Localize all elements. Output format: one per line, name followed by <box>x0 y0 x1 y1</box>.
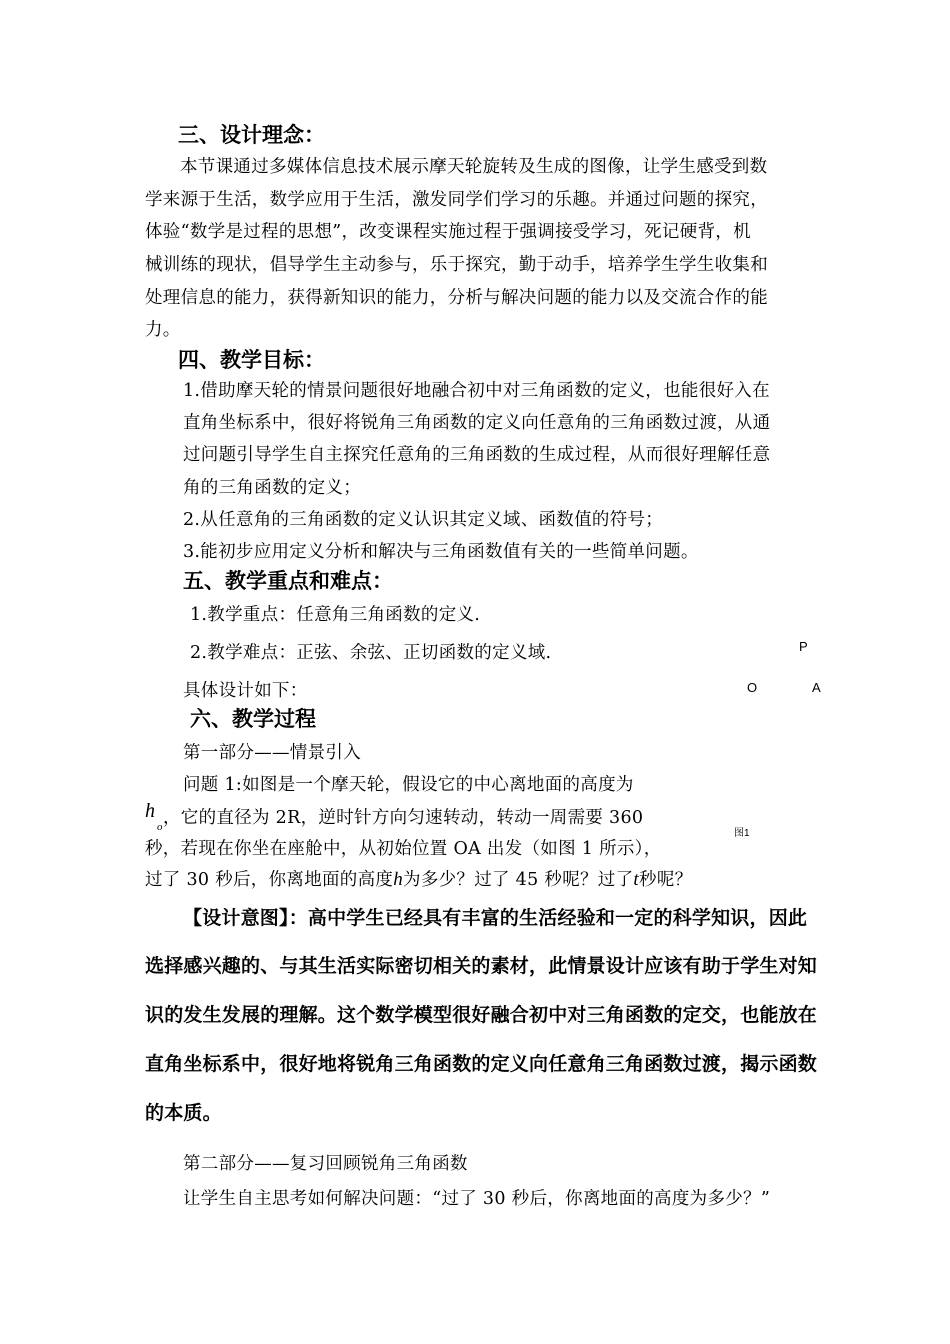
part-2-line: 让学生自主思考如何解决问题：“过了 30 秒后，你离地面的高度为多少？” <box>183 1189 771 1209</box>
section-5-heading: 五、教学重点和难点： <box>183 569 393 593</box>
design-intent-line: 选择感兴趣的、与其生活实际密切相关的素材，此情景设计应该有助于学生对知 <box>145 955 818 977</box>
part-2-title: 第二部分——复习回顾锐角三角函数 <box>183 1154 468 1174</box>
section-3-line: 学来源于生活，数学应用于生活，激发同学们学习的乐趣。并通过问题的探究， <box>145 190 768 210</box>
design-intent-label: 【设计意图】 <box>183 907 289 929</box>
section-3-line: 力。 <box>145 320 181 340</box>
difficulty-line: 2.教学难点：正弦、余弦、正切函数的定义域. <box>190 643 552 663</box>
section-3-line: 本节课通过多媒体信息技术展示摩天轮旋转及生成的图像，让学生感受到数 <box>180 157 768 177</box>
figure-caption: 图1 <box>734 828 750 839</box>
variable-h: h <box>393 869 404 890</box>
figure-label-a: A <box>812 680 821 695</box>
design-intent-line <box>183 903 807 930</box>
question-1-text: 秒呢？ <box>639 870 693 890</box>
section-6-heading: 六、教学过程 <box>190 707 316 731</box>
section-3-line: 体验“数学是过程的思想”，改变课程实施过程于强调接受学习，死记硬背，机 <box>145 222 751 242</box>
question-1-text: 过了 30 秒后，你离地面的高度 <box>145 870 394 890</box>
figure-label-p: P <box>799 639 808 654</box>
question-1-line: ，它的直径为 2R，逆时针方向匀速转动，转动一周需要 360 <box>163 808 644 828</box>
part-1-title: 第一部分——情景引入 <box>183 743 361 763</box>
question-1-line: 问题 1:如图是一个摩天轮，假设它的中心离地面的高度为 <box>183 775 634 795</box>
variable-h: h <box>145 800 155 822</box>
key-point-line: 1.教学重点：任意角三角函数的定义. <box>190 605 481 625</box>
section-3-line: 械训练的现状，倡导学生主动参与，乐于探究，勤于动手，培养学生学生收集和 <box>145 255 768 275</box>
design-intent-text: ：高中学生已经具有丰富的生活经验和一定的科学知识，因此 <box>288 907 808 929</box>
variable-t: t <box>633 869 640 890</box>
design-intent-line: 直角坐标系中，很好地将锐角三角函数的定义向任意角三角函数过渡，揭示函数 <box>145 1053 818 1075</box>
section-4-heading: 四、教学目标： <box>178 348 325 372</box>
section-3-heading: 三、设计理念： <box>178 123 325 147</box>
question-1-line: 秒，若现在你坐在座舱中，从初始位置 OA 出发（如图 1 所示）， <box>145 839 662 859</box>
section-4-line: 角的三角函数的定义； <box>183 478 361 498</box>
figure-label-o: O <box>747 680 758 695</box>
design-line: 具体设计如下： <box>183 681 308 701</box>
question-1-line <box>145 866 692 891</box>
design-intent-line: 识的发生发展的理解。这个数学模型很好融合初中对三角函数的定交，也能放在 <box>145 1004 818 1026</box>
design-intent-line: 的本质。 <box>145 1102 222 1124</box>
section-4-line: 2.从任意角的三角函数的定义认识其定义域、函数值的符号； <box>183 510 664 530</box>
section-4-line: 过问题引导学生自主探究任意角的三角函数的生成过程，从而很好理解任意 <box>183 445 771 465</box>
section-4-line: 1.借助摩天轮的情景问题很好地融合初中对三角函数的定义，也能很好入在 <box>183 381 770 401</box>
section-4-line: 3.能初步应用定义分析和解决与三角函数值有关的一些简单问题。 <box>183 542 699 562</box>
section-3-line: 处理信息的能力，获得新知识的能力，分析与解决问题的能力以及交流合作的能 <box>145 288 768 308</box>
variable-h-subscript: o <box>157 821 163 833</box>
question-1-text: 为多少？过了 45 秒呢？过了 <box>403 870 634 890</box>
section-4-line: 直角坐标系中，很好将锐角三角函数的定义向任意角的三角函数过渡，从通 <box>183 413 771 433</box>
